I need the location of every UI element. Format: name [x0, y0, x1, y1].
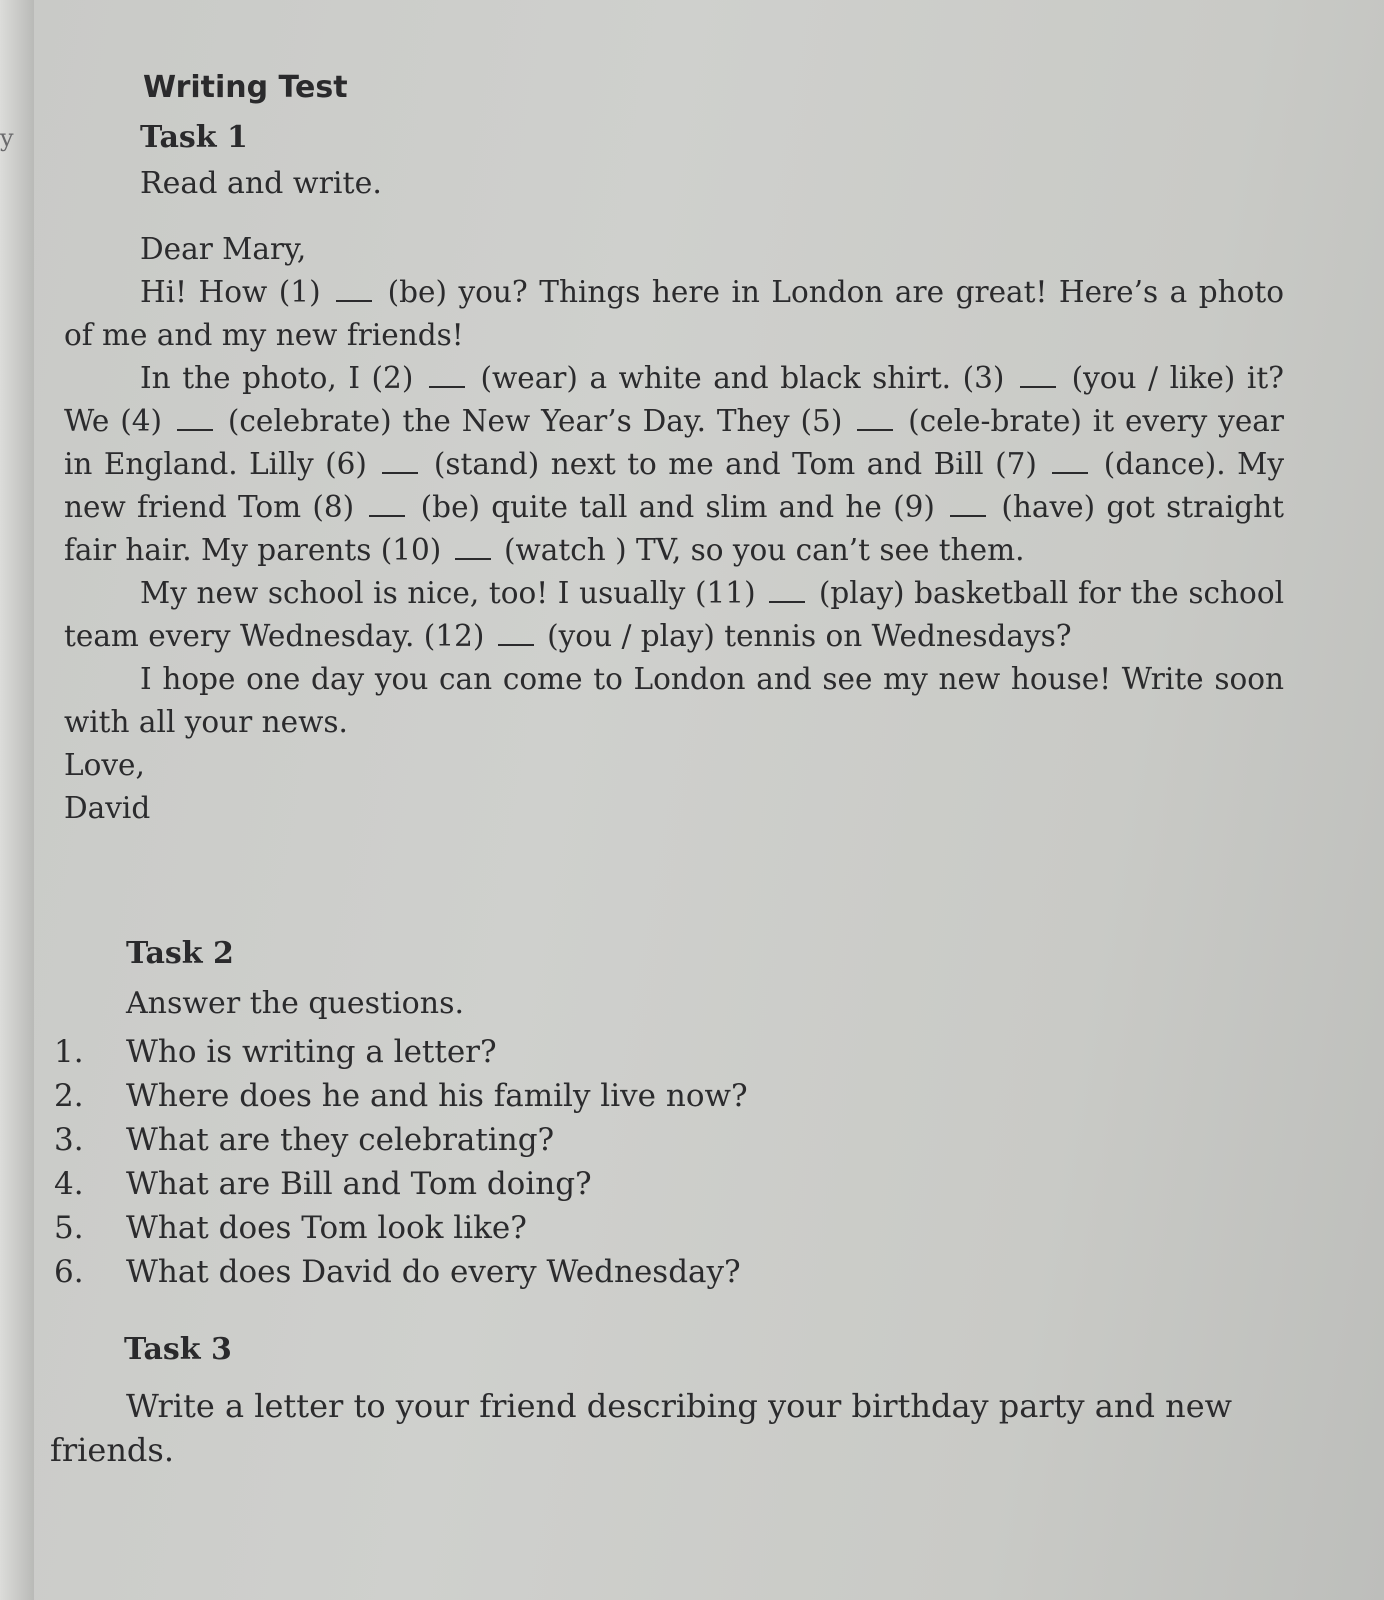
questions-list	[54, 1030, 954, 1294]
worksheet-page	[34, 0, 1384, 1600]
answer-blank[interactable]	[336, 299, 372, 302]
answer-blank[interactable]	[1052, 471, 1088, 474]
question-text: What does Tom look like?	[126, 1210, 527, 1246]
answer-blank[interactable]	[455, 557, 491, 560]
task2-title: Task 2	[126, 936, 234, 971]
letter-text: Hi! How (1)	[140, 275, 333, 309]
page-gutter	[0, 0, 34, 1600]
letter-text: (you / play) tennis on Wednesdays?	[537, 619, 1072, 653]
letter-paragraph	[64, 572, 1284, 658]
question-number: 2.	[54, 1078, 84, 1114]
page-title: Writing Test	[143, 70, 348, 105]
letter-signature: David	[64, 791, 151, 825]
answer-blank[interactable]	[769, 600, 805, 603]
letter-text: (wear) a white and black shirt. (3)	[468, 361, 1016, 395]
task1-title: Task 1	[140, 120, 248, 155]
question-item	[54, 1074, 954, 1118]
letter-text: (dance). My new friend Tom (8)	[64, 447, 1284, 524]
letter-text: (stand) next to me and Tom and Bill (7)	[422, 447, 1049, 481]
question-number: 5.	[54, 1210, 84, 1246]
question-text: What does David do every Wednesday?	[126, 1254, 741, 1290]
question-item	[54, 1030, 954, 1074]
letter-text: (watch ) TV, so you can’t see them.	[494, 533, 1025, 567]
letter-paragraph	[64, 271, 1284, 357]
question-item	[54, 1162, 954, 1206]
question-number: 6.	[54, 1254, 84, 1290]
letter-paragraph	[64, 357, 1284, 572]
task3-text: Write a letter to your friend describing your birthday party and new friends.	[50, 1387, 1233, 1469]
letter-paragraph	[64, 658, 1284, 744]
answer-blank[interactable]	[382, 471, 418, 474]
answer-blank[interactable]	[177, 428, 213, 431]
letter-paragraphs	[64, 271, 1284, 744]
question-item	[54, 1206, 954, 1250]
letter-text: (play) basketball for the school team every Wednesday. (12)	[64, 576, 1285, 653]
question-text: Who is writing a letter?	[126, 1034, 497, 1070]
letter-greeting: Dear Mary,	[140, 232, 307, 266]
margin-mark: y	[0, 124, 14, 152]
task2-instruction: Answer the questions.	[126, 986, 464, 1021]
letter-text: My new school is nice, too! I usually (11)	[140, 576, 766, 610]
answer-blank[interactable]	[857, 428, 893, 431]
letter-text: I hope one day you can come to London and see my new house! Write soon with all your news.	[64, 662, 1284, 739]
letter-body	[64, 228, 1284, 830]
question-number: 1.	[54, 1034, 84, 1070]
answer-blank[interactable]	[1020, 385, 1056, 388]
task3-title: Task 3	[124, 1332, 232, 1367]
letter-text: (have) got straight fair hair. My parents (10)	[64, 490, 1284, 567]
task1-instruction: Read and write.	[140, 166, 382, 201]
answer-blank[interactable]	[429, 385, 465, 388]
answer-blank[interactable]	[498, 643, 534, 646]
question-item	[54, 1118, 954, 1162]
answer-blank[interactable]	[950, 514, 986, 517]
question-item	[54, 1250, 954, 1294]
answer-blank[interactable]	[369, 514, 405, 517]
letter-text: (you / like) it? We (4)	[64, 361, 1284, 438]
question-text: What are Bill and Tom doing?	[126, 1166, 592, 1202]
letter-closing: Love,	[64, 748, 145, 782]
letter-text: (cele-brate) it every year in England. Lilly (6)	[64, 404, 1284, 481]
question-text: What are they celebrating?	[126, 1122, 555, 1158]
letter-text: In the photo, I (2)	[140, 361, 425, 395]
letter-text: (be) quite tall and slim and he (9)	[409, 490, 947, 524]
question-number: 3.	[54, 1122, 84, 1158]
letter-text: (be) you? Things here in London are great! Here’s a photo of me and my new friends!	[64, 275, 1285, 352]
question-number: 4.	[54, 1166, 84, 1202]
letter-text: (celebrate) the New Year’s Day. They (5)	[216, 404, 854, 438]
question-text: Where does he and his family live now?	[126, 1078, 748, 1114]
